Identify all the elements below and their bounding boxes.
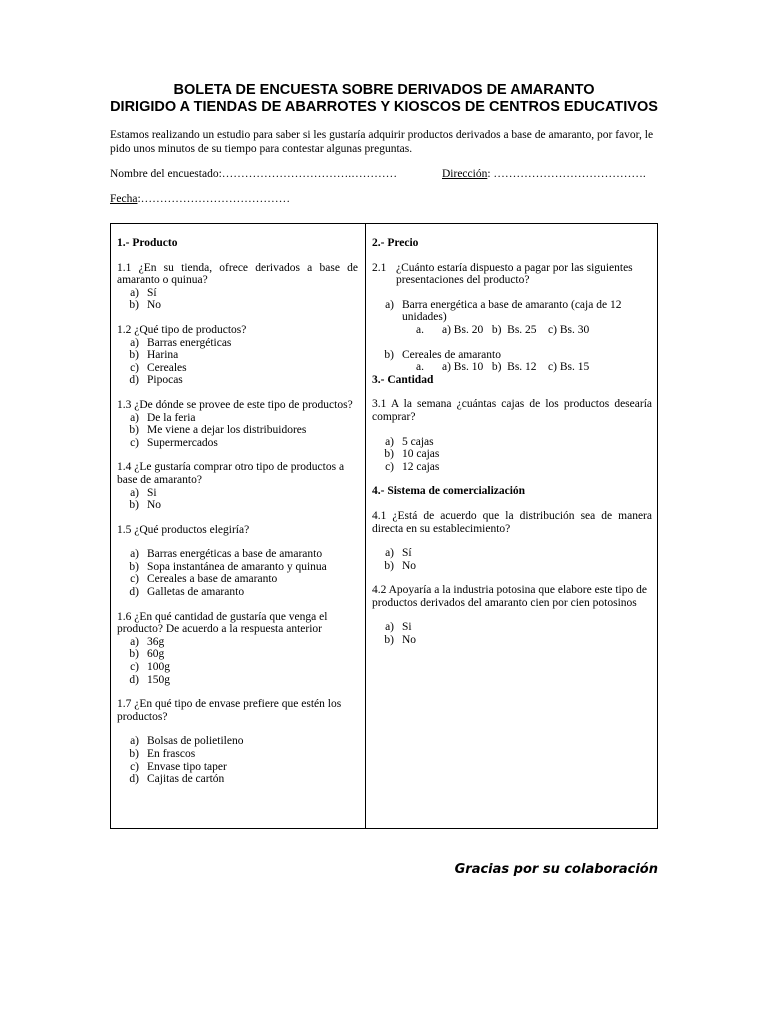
option[interactable]: a) 5 cajas bbox=[385, 435, 434, 448]
price-item-barra: a) Barra energética a base de amaranto (caja de 12 unidades) bbox=[385, 298, 622, 324]
question-3-1: 3.1 A la semana ¿cuántas cajas de los productos desearía comprar? bbox=[372, 398, 652, 423]
section-heading-sistema: 4.- Sistema de comercialización bbox=[372, 485, 526, 498]
option[interactable]: c) Envase tipo taper bbox=[130, 760, 227, 773]
price-options-barra[interactable]: a. a) Bs. 20 b) Bs. 25 c) Bs. 30 bbox=[416, 323, 590, 336]
option[interactable]: c) Supermercados bbox=[130, 436, 218, 449]
intro-paragraph: Estamos realizando un estudio para saber si les gustaría adquirir productos derivados a base de amaranto, por favor, le pido unos minutos de su tiempo para contestar algunas preguntas. bbox=[110, 129, 654, 155]
price-item-cereales: b) Cereales de amaranto bbox=[384, 348, 501, 361]
column-divider bbox=[365, 223, 366, 829]
option[interactable]: b) No bbox=[129, 299, 162, 312]
option[interactable]: c) Cereales bbox=[130, 361, 187, 374]
address-blank: : …………………………………. bbox=[487, 168, 646, 180]
option[interactable]: a) Sí bbox=[385, 547, 412, 560]
address-label: Dirección bbox=[442, 168, 488, 180]
question-1-6: 1.6 ¿En qué cantidad de gustaría que venga el producto? De acuerdo a la respuesta anterior bbox=[117, 610, 328, 636]
option[interactable]: c) 100g bbox=[130, 661, 170, 674]
option[interactable]: a) Si bbox=[385, 621, 412, 634]
option[interactable]: d) Pipocas bbox=[129, 374, 183, 387]
date-field[interactable] bbox=[110, 192, 290, 206]
option[interactable]: b) Harina bbox=[129, 349, 179, 362]
option[interactable]: b) Sopa instantánea de amaranto y quinua bbox=[129, 560, 327, 573]
section-heading-precio: 2.- Precio bbox=[372, 237, 419, 249]
question-1-5: 1.5 ¿Qué productos elegiría? bbox=[117, 523, 250, 536]
question-1-3: 1.3 ¿De dónde se provee de este tipo de productos? bbox=[117, 398, 353, 411]
option[interactable]: a) De la feria bbox=[130, 411, 196, 424]
option[interactable]: b) No bbox=[384, 634, 417, 647]
option[interactable]: c) 12 cajas bbox=[385, 460, 440, 473]
question-1-4: 1.4 ¿Le gustaría comprar otro tipo de productos a base de amaranto? bbox=[117, 461, 345, 486]
date-label: Fecha bbox=[110, 193, 138, 205]
question-1-1: 1.1 ¿En su tienda, ofrece derivados a base de amaranto o quinua? bbox=[117, 261, 358, 287]
address-field[interactable] bbox=[442, 167, 646, 181]
survey-title-line2: DIRIGIDO A TIENDAS DE ABARROTES Y KIOSCOS DE CENTROS EDUCATIVOS bbox=[110, 99, 658, 115]
option[interactable]: b) 60g bbox=[129, 648, 165, 661]
option[interactable]: a) Barras energéticas a base de amaranto bbox=[130, 548, 323, 561]
option[interactable]: a) 36g bbox=[130, 635, 165, 648]
survey-title-line1: BOLETA DE ENCUESTA SOBRE DERIVADOS DE AMARANTO bbox=[173, 82, 595, 98]
question-1-2: 1.2 ¿Qué tipo de productos? bbox=[117, 323, 247, 336]
option[interactable]: d) Galletas de amaranto bbox=[129, 586, 245, 599]
respondent-name-blank: …………………………….………… bbox=[221, 168, 398, 180]
date-blank: :………………………………… bbox=[137, 193, 291, 205]
thanks-message: Gracias por su colaboración bbox=[454, 862, 658, 877]
right-column bbox=[372, 237, 652, 647]
price-options-cereales[interactable]: a. a) Bs. 10 b) Bs. 12 c) Bs. 15 bbox=[416, 361, 590, 374]
option[interactable]: d) 150g bbox=[129, 673, 170, 686]
question-4-2: 4.2 Apoyaría a la industria potosina que elabore este tipo de productos derivados del amaranto cien por cien potosinos bbox=[372, 584, 647, 609]
option[interactable]: a) Sí bbox=[130, 286, 157, 299]
section-heading-producto: 1.- Producto bbox=[117, 237, 178, 249]
option[interactable]: a) Barras energéticas bbox=[130, 336, 232, 349]
option[interactable]: b) No bbox=[129, 499, 162, 512]
question-4-1: 4.1 ¿Está de acuerdo que la distribución sea de manera directa en su establecimiento? bbox=[372, 509, 652, 535]
option[interactable]: b) En frascos bbox=[129, 748, 196, 760]
option[interactable]: c) Cereales a base de amaranto bbox=[130, 573, 278, 586]
question-1-7: 1.7 ¿En qué tipo de envase prefiere que estén los productos? bbox=[117, 698, 342, 723]
option[interactable]: b) 10 cajas bbox=[384, 448, 440, 461]
left-column bbox=[117, 237, 358, 786]
option[interactable]: d) Cajitas de cartón bbox=[129, 773, 225, 786]
question-2-1: 2.1 ¿Cuánto estaría dispuesto a pagar por las siguientes presentaciones del producto? bbox=[372, 261, 633, 287]
option[interactable]: a) Si bbox=[130, 486, 157, 499]
respondent-name-field[interactable] bbox=[110, 167, 397, 181]
respondent-name-label: Nombre del encuestado: bbox=[110, 168, 222, 180]
option[interactable]: b) No bbox=[384, 559, 417, 572]
section-heading-cantidad: 3.- Cantidad bbox=[372, 373, 434, 386]
option[interactable]: b) Me viene a dejar los distribuidores bbox=[129, 424, 307, 437]
option[interactable]: a) Bolsas de polietileno bbox=[130, 735, 244, 748]
